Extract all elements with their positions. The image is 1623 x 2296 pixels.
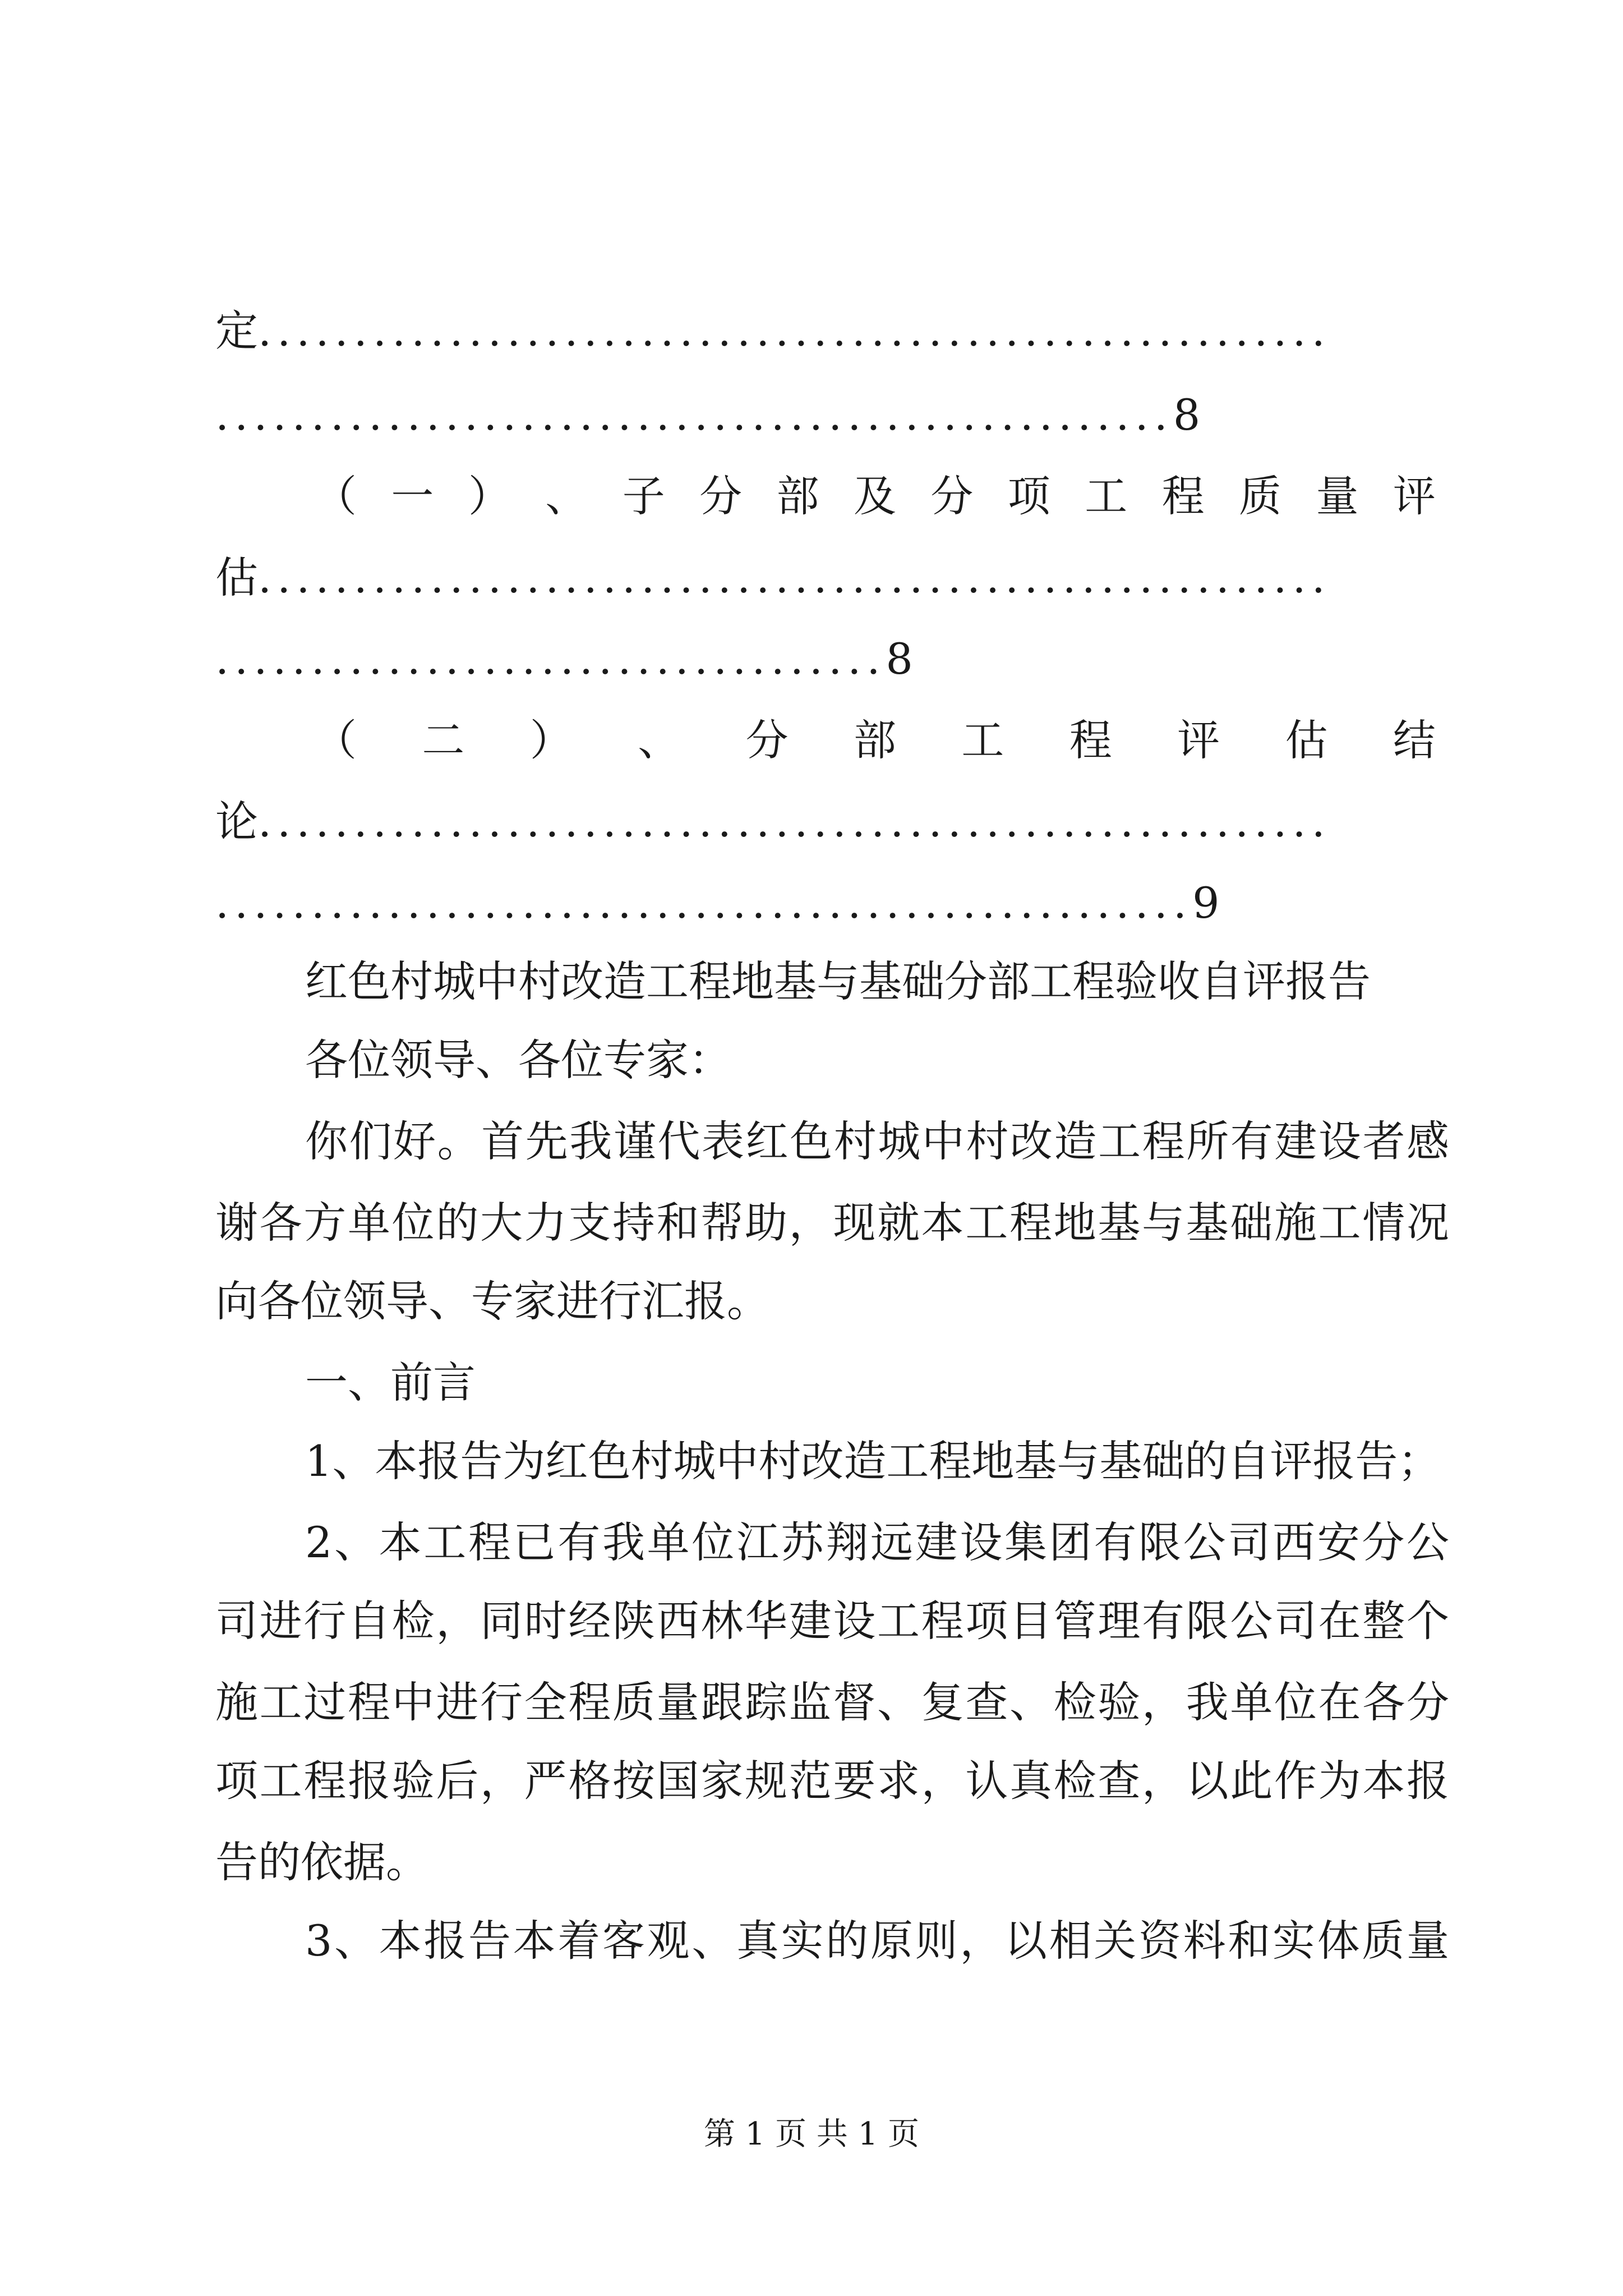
toc-page-number: 9	[1192, 878, 1220, 928]
toc-entry-page-line	[215, 875, 1449, 931]
toc-heading-char: 、	[638, 715, 681, 765]
toc-heading-char: 二	[422, 715, 465, 765]
intro-line: 向各位领导、专家进行汇报。	[215, 1276, 769, 1326]
list-item-continuation: 告的依据。	[215, 1837, 428, 1887]
toc-heading-char: 子	[622, 471, 665, 521]
toc-heading-char: ）	[468, 471, 511, 521]
toc-page-number: 8	[886, 634, 913, 684]
toc-entry-heading	[314, 468, 1436, 524]
list-item-continuation: 施工过程中进行全程质量跟踪监督、复查、检验，我单位在各分	[215, 1677, 1449, 1727]
toc-leader-dots: ........................................................	[258, 306, 1331, 356]
toc-heading-char: 程	[1161, 471, 1205, 521]
toc-entry-tail: 论	[215, 797, 258, 846]
intro-line: 你们好。首先我谨代表红色村城中村改造工程所有建设者感	[305, 1116, 1449, 1166]
toc-heading-char: 评	[1177, 715, 1220, 765]
page-footer: 第 1 页 共 1 页	[703, 2116, 920, 2152]
toc-heading-char: 及	[853, 471, 896, 521]
toc-heading-char: 评	[1393, 471, 1436, 521]
toc-entry-head: 定	[215, 306, 258, 356]
toc-heading-char: 部	[776, 471, 819, 521]
toc-heading-char: 估	[1285, 715, 1328, 765]
toc-leader-dots: ........................................................	[258, 797, 1331, 846]
list-item: 2、本工程已有我单位江苏翔远建设集团有限公司西安分公	[305, 1517, 1449, 1567]
toc-leader-dots: ..................................................	[215, 390, 1173, 440]
toc-heading-char: 一	[391, 471, 434, 521]
intro-line: 谢各方单位的大力支持和帮助，现就本工程地基与基础施工情况	[215, 1198, 1449, 1248]
toc-entry-continuation	[215, 303, 1449, 359]
toc-heading-char: ）	[529, 715, 573, 765]
toc-heading-char: （	[314, 471, 357, 521]
toc-heading-char: 结	[1393, 715, 1436, 765]
toc-entry-continuation	[215, 794, 1449, 850]
section-heading: 一、前言	[305, 1358, 476, 1407]
toc-leader-dots: ...................................	[215, 634, 886, 684]
toc-heading-char: 工	[961, 715, 1004, 765]
toc-heading-char: 量	[1316, 471, 1359, 521]
toc-leader-dots: ...................................................	[215, 878, 1193, 928]
toc-page-number: 8	[1173, 390, 1201, 440]
toc-heading-char: 分	[930, 471, 974, 521]
greeting: 各位领导、各位专家：	[305, 1035, 731, 1085]
toc-entry-tail: 估	[215, 553, 258, 602]
list-item: 3、本报告本着客观、真实的原则，以相关资料和实体质量	[305, 1916, 1449, 1966]
report-title: 红色村城中村改造工程地基与基础分部工程验收自评报告	[305, 956, 1371, 1006]
list-item: 1、本报告为红色村城中村改造工程地基与基础的自评报告；	[305, 1436, 1441, 1486]
toc-heading-char: 程	[1069, 715, 1112, 765]
toc-heading-char: 、	[545, 471, 588, 521]
toc-leader-dots: ........................................................	[258, 553, 1331, 602]
toc-heading-char: 项	[1007, 471, 1050, 521]
toc-entry-heading	[314, 712, 1436, 769]
toc-entry-page-line	[215, 631, 1449, 687]
toc-heading-char: （	[314, 715, 357, 765]
toc-heading-char: 分	[699, 471, 743, 521]
toc-entry-page-line	[215, 387, 1449, 443]
list-item-continuation: 司进行自检，同时经陕西林华建设工程项目管理有限公司在整个	[215, 1596, 1449, 1646]
toc-entry-continuation	[215, 550, 1449, 606]
toc-heading-char: 部	[853, 715, 896, 765]
list-item-continuation: 项工程报验后，严格按国家规范要求，认真检查，以此作为本报	[215, 1756, 1449, 1806]
toc-heading-char: 工	[1085, 471, 1128, 521]
toc-heading-char: 质	[1239, 471, 1282, 521]
toc-heading-char: 分	[745, 715, 789, 765]
